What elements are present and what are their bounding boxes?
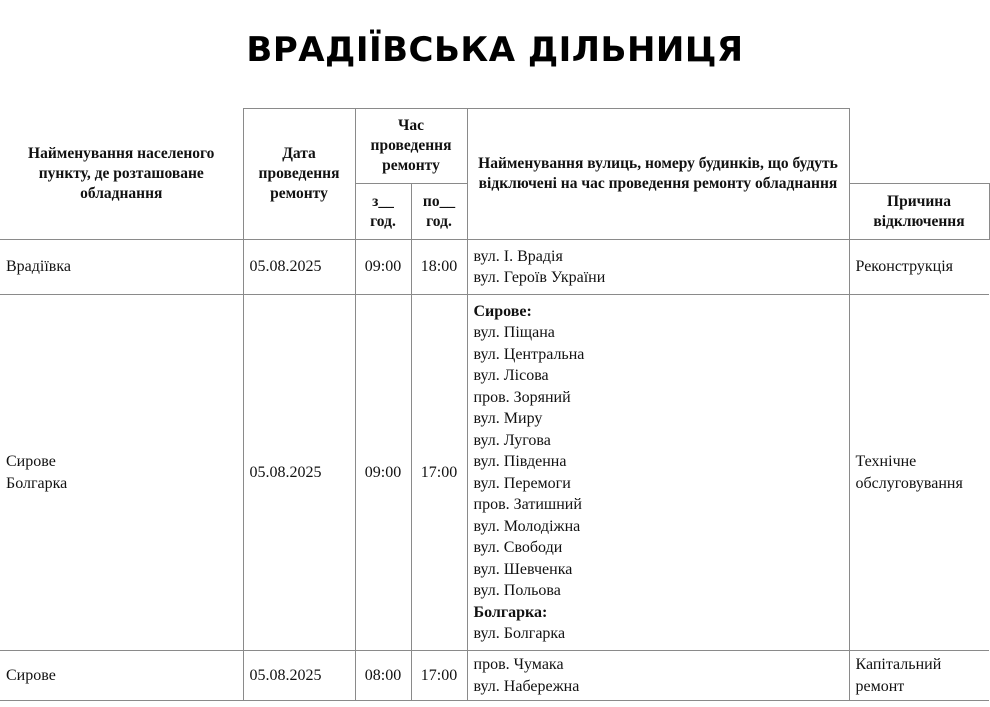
street-item: вул. Піщана (473, 324, 555, 341)
street-item: вул. Молодіжна (473, 517, 581, 535)
reason-text: обслуговування (855, 474, 963, 492)
street-item: вул. Шевченка (473, 560, 573, 578)
reason-text: Капітальний (855, 656, 942, 673)
header-time-from: з__ год. (355, 184, 411, 240)
header-time-to: по__ год. (411, 184, 467, 240)
header-blank (849, 109, 989, 184)
header-settlement: Найменування населеного пункту, де розташоване обладнання (0, 109, 243, 240)
cell-date: 05.08.2025 (243, 240, 355, 295)
street-group-name: Болгарка: (473, 603, 548, 621)
cell-streets (467, 295, 849, 651)
street-item: вул. Лісова (473, 367, 549, 384)
cell-reason (849, 240, 989, 295)
reason-text: ремонт (855, 677, 905, 695)
cell-date: 05.08.2025 (243, 651, 355, 701)
outage-schedule-table (0, 108, 990, 701)
cell-streets (467, 651, 849, 701)
cell-streets (467, 240, 849, 295)
cell-settlement (0, 295, 243, 651)
street-item: пров. Чумака (473, 656, 564, 673)
table-row (0, 651, 989, 701)
street-item: пров. Затишний (473, 496, 582, 513)
cell-time-to: 17:00 (411, 295, 467, 651)
reason-text: Технічне (855, 453, 917, 470)
cell-reason (849, 295, 989, 651)
table-row (0, 240, 989, 295)
street-item: вул. Лугова (473, 431, 551, 449)
cell-reason (849, 651, 989, 701)
street-item: вул. Польова (473, 582, 561, 599)
page-title: ВРАДІЇВСЬКА ДІЛЬНИЦЯ (246, 30, 744, 70)
street-item: вул. Набережна (473, 677, 580, 695)
street-item: вул. Центральна (473, 345, 585, 363)
header-time: Час проведення ремонту (355, 109, 467, 184)
cell-time-from: 09:00 (355, 240, 411, 295)
table-row (0, 295, 989, 651)
cell-time-from: 08:00 (355, 651, 411, 701)
street-item: вул. Перемоги (473, 474, 571, 492)
reason-text: Реконструкція (855, 258, 954, 276)
cell-time-to: 18:00 (411, 240, 467, 295)
header-date: Дата проведення ремонту (243, 109, 355, 240)
cell-settlement (0, 240, 243, 295)
cell-settlement (0, 651, 243, 701)
street-item: вул. Миру (473, 410, 543, 427)
settlement-name: Сирове (6, 453, 56, 470)
street-item: вул. Героїв України (473, 269, 606, 286)
header-reason: Причина відключення (849, 184, 989, 240)
cell-date: 05.08.2025 (243, 295, 355, 651)
settlement-name: Врадіївка (6, 258, 71, 276)
street-item: вул. Болгарка (473, 625, 566, 642)
street-item: вул. І. Врадія (473, 247, 563, 265)
settlement-name: Болгарка (6, 474, 68, 492)
street-item: вул. Свободи (473, 539, 563, 556)
settlement-name: Сирове (6, 666, 56, 684)
street-group-name: Сирове: (473, 302, 532, 320)
cell-time-to: 17:00 (411, 651, 467, 701)
cell-time-from: 09:00 (355, 295, 411, 651)
street-item: вул. Південна (473, 453, 567, 470)
header-streets: Найменування вулиць, номеру будинків, що будуть відключені на час проведення ремонту обладнання (467, 109, 849, 240)
street-item: пров. Зоряний (473, 388, 571, 406)
